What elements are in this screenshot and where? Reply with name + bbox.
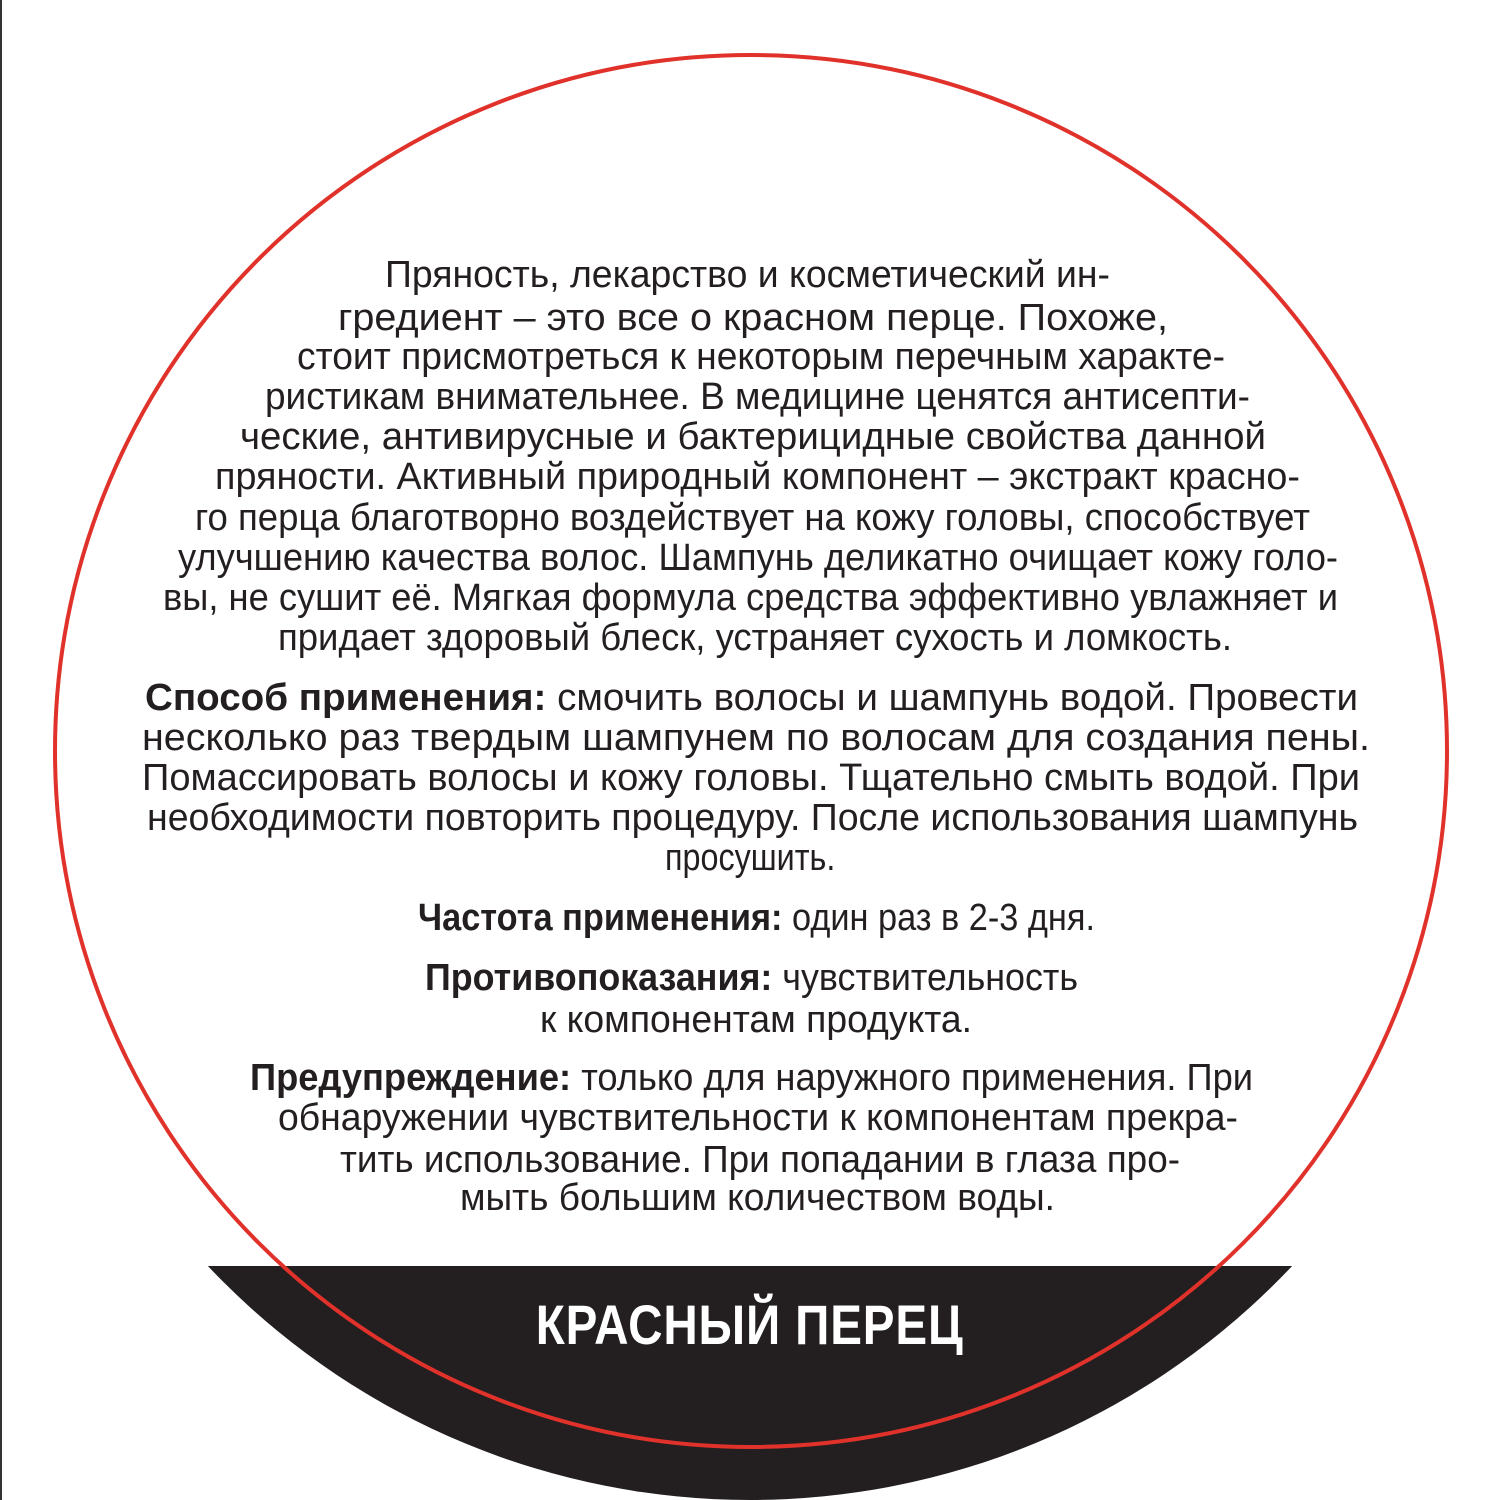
text-line-body: смочить волосы и шампунь водой. Провести — [546, 677, 1358, 719]
text-line — [265, 375, 1278, 419]
text-line — [338, 296, 1168, 340]
text-line-body: только для наружного применения. При — [571, 1057, 1253, 1099]
text-line-body: го перца благотворно воздействует на кожу головы, способствует — [195, 497, 1310, 539]
text-line-content — [278, 616, 1232, 660]
text-line-body: мыть большим количеством воды. — [460, 1177, 1055, 1219]
text-line-body: ческие, антивирусные и бактерицидные свойства данной — [240, 416, 1266, 458]
text-line — [142, 756, 1358, 800]
text-line — [145, 676, 1358, 720]
section-label: Противопоказания: — [425, 957, 773, 999]
text-line-body: просушить. — [664, 837, 836, 879]
text-line-content — [297, 335, 1225, 379]
text-line — [215, 455, 1307, 499]
text-line — [142, 716, 1370, 760]
text-line-content — [665, 836, 835, 880]
text-line-body: вы, не сушит её. Мягкая формула средства эффективно увлажняет и — [163, 577, 1338, 619]
text-line-body: необходимости повторить процедуру. После использования шампунь — [147, 797, 1358, 839]
text-line-body: несколько раз твердым шампунем по волосам для создания пены. — [142, 717, 1370, 759]
text-line-body: тить использование. При попадании в глаза про- — [340, 1139, 1180, 1181]
text-line-content — [215, 455, 1300, 499]
text-line-content — [163, 576, 1338, 620]
text-line-content — [265, 375, 1250, 419]
section-label: Частота применения: — [418, 897, 783, 939]
text-line-body: к компонентам продукта. — [540, 999, 972, 1041]
text-line — [540, 998, 980, 1042]
text-line — [240, 415, 1266, 459]
text-line-content — [178, 536, 1338, 580]
text-line-content — [418, 896, 1095, 940]
text-line-content — [142, 716, 1370, 760]
text-line-content — [142, 756, 1360, 800]
text-line — [163, 576, 1393, 620]
product-title-text: КРАСНЫЙ ПЕРЕЦ — [536, 1293, 964, 1356]
text-line-body: улучшению качества волос. Шампунь деликатно очищает кожу голо- — [178, 537, 1338, 579]
text-line-content — [385, 253, 1110, 297]
text-line — [195, 496, 1354, 540]
text-line-body: пряности. Активный природный компонент – экстракт красно- — [215, 456, 1300, 498]
text-line-content — [240, 415, 1266, 459]
text-line-content — [425, 956, 1078, 1000]
text-line — [278, 616, 1271, 660]
text-line — [250, 1056, 1301, 1100]
text-line — [297, 335, 1245, 379]
text-line-body: Помассировать волосы и кожу головы. Тщательно смыть водой. При — [142, 757, 1360, 799]
text-line-body: обнаружении чувствительности к компонентам прекра- — [278, 1097, 1238, 1139]
section-label: Предупреждение: — [250, 1057, 572, 1099]
text-line — [0, 836, 1500, 880]
text-line-body: ристикам внимательнее. В медицине ценятся антисепти- — [265, 376, 1250, 418]
text-line-content — [540, 998, 972, 1042]
text-line — [278, 1096, 1255, 1140]
text-line — [460, 1176, 1069, 1220]
text-line-content — [278, 1096, 1238, 1140]
product-title — [0, 1292, 1500, 1357]
text-line — [418, 896, 1168, 940]
text-line-body: один раз в 2-3 дня. — [782, 897, 1095, 939]
text-line-body: Пряность, лекарство и косметический ин- — [385, 254, 1110, 296]
text-line — [425, 956, 1117, 1000]
text-line-body: чувствительность — [772, 957, 1078, 999]
text-line — [147, 796, 1375, 840]
text-line-content — [250, 1056, 1253, 1100]
text-line-content — [338, 296, 1168, 340]
text-line-body: придает здоровый блеск, устраняет сухость и ломкость. — [278, 617, 1232, 659]
text-line-content — [195, 496, 1310, 540]
text-line-body: гредиент – это все о красном перце. Похоже, — [338, 297, 1168, 339]
text-line — [178, 536, 1391, 580]
text-line-content — [147, 796, 1358, 840]
text-line-body: стоит присмотреться к некоторым перечным характе- — [297, 336, 1225, 378]
text-line — [385, 253, 1122, 297]
section-label: Способ применения: — [145, 677, 547, 719]
text-line-content — [145, 676, 1358, 720]
text-line-content — [460, 1176, 1055, 1220]
